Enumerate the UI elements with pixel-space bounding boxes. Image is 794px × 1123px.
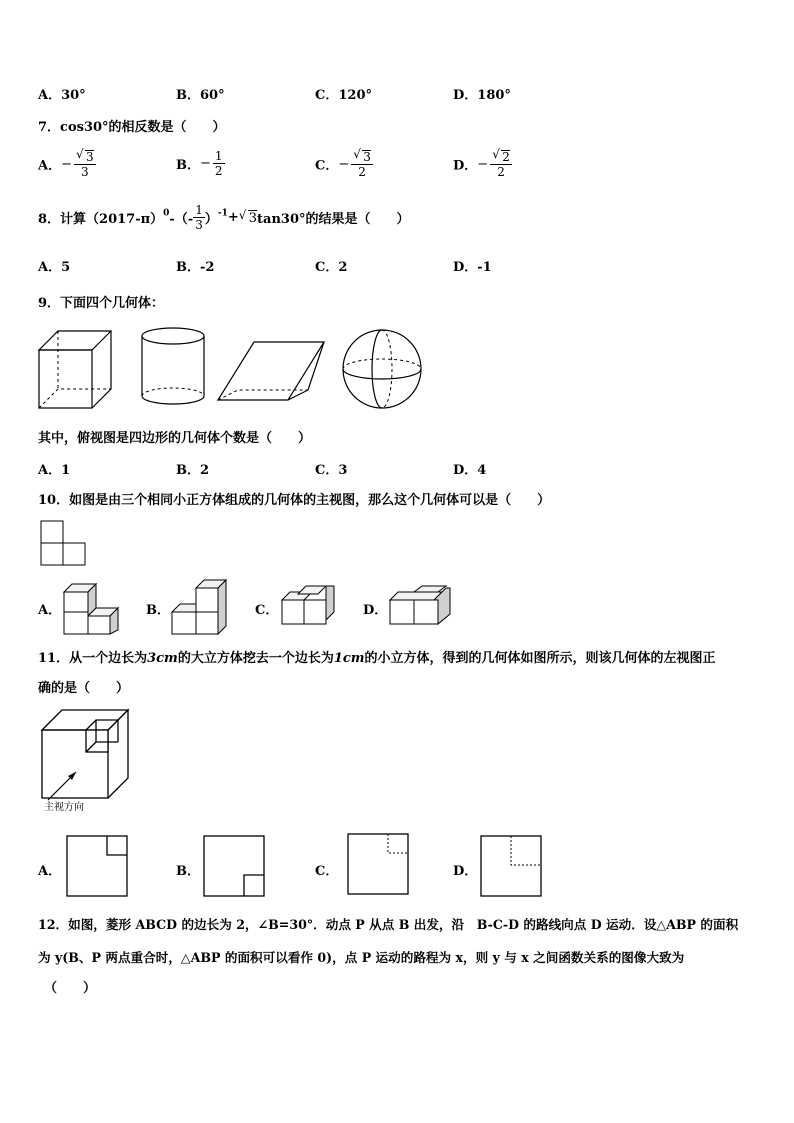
front-view-figure [40, 520, 88, 568]
q8-option-b[interactable]: B．-2 [176, 260, 215, 275]
q8-option-c[interactable]: C．2 [315, 260, 348, 275]
q8-plus: + [227, 210, 239, 225]
q11-stem [38, 647, 716, 666]
q9-stem: 9．下面四个几何体： [38, 296, 165, 311]
q8-prefix: 8．计算（2017-π） [38, 212, 164, 227]
minus-sign: − [200, 156, 211, 171]
q7-c-num: √ 3 [362, 150, 371, 163]
q11-option-c-figure[interactable] [347, 833, 411, 895]
q11-stem-part1: 11．从一个边长为 [38, 651, 148, 666]
q11-option-d-figure[interactable] [480, 835, 544, 897]
q11-small-len: 1cm [333, 651, 365, 666]
q11-big-len: 3cm [147, 651, 178, 666]
q8-exp1: -1 [217, 208, 228, 219]
fraction [351, 150, 373, 178]
q8-fraction [193, 204, 205, 231]
q7-option-b[interactable] [176, 150, 225, 177]
q7-b-num: 1 [214, 149, 223, 163]
q6-option-b[interactable]: B．60° [176, 88, 225, 103]
q7-d-num: √ 2 [501, 150, 510, 163]
q12-line3: （ ） [44, 981, 97, 996]
q6-option-c[interactable]: C．120° [315, 88, 372, 103]
q11-stem-line2: 确的是（ ） [38, 681, 130, 696]
q7-option-d-label: D． [453, 158, 478, 174]
q8-mid: -（- [169, 212, 194, 227]
q9-option-d[interactable]: D．4 [453, 463, 487, 478]
q10-option-b-label[interactable]: B． [146, 603, 170, 618]
q10-option-d-figure[interactable] [388, 584, 452, 628]
q7-d-den: 2 [497, 165, 505, 179]
q7-option-a-label: A． [38, 158, 62, 174]
sphere-icon [341, 328, 423, 410]
q8-frac-den: 3 [195, 218, 203, 232]
q7-option-a[interactable] [38, 150, 96, 178]
q7-option-c[interactable] [315, 150, 373, 178]
q12-line1: 12．如图，菱形 ABCD 的边长为 2，∠B=30°．动点 P 从点 B 出发，沿 B-C-D 的路线向点 D 运动．设△ABP 的面积 [38, 917, 739, 932]
q8-frac-num: 1 [195, 203, 203, 217]
q7-option-b-label: B． [176, 158, 200, 173]
q10-stem: 10．如图是由三个相同小正方体组成的几何体的主视图，那么这个几何体可以是（ ） [38, 493, 551, 508]
q9-question: 其中，俯视图是四边形的几何体个数是（ ） [38, 431, 312, 446]
q11-stem-part2: 的大立方体挖去一个边长为 [177, 651, 334, 666]
q7-b-den: 2 [214, 164, 223, 178]
q8-exp0: 0 [163, 208, 170, 219]
fraction [74, 150, 96, 178]
q10-option-a-figure[interactable] [62, 580, 120, 636]
fraction [490, 150, 512, 178]
q9-option-a[interactable]: A．1 [38, 463, 71, 478]
q10-option-c-figure[interactable] [280, 584, 336, 628]
q11-stem-part3: 的小立方体，得到的几何体如图所示，则该几何体的左视图正 [364, 651, 716, 666]
minus-sign: − [477, 156, 489, 172]
q7-stem: 7．cos30°的相反数是（ ） [38, 120, 226, 135]
q9-option-c[interactable]: C．3 [315, 463, 348, 478]
q8-stem [38, 204, 410, 231]
q10-option-d-label[interactable]: D． [363, 603, 388, 618]
cylinder-icon [140, 326, 206, 406]
q11-option-a-figure[interactable] [66, 835, 130, 897]
q8-option-a[interactable]: A．5 [38, 260, 71, 275]
q8-close: ） [204, 212, 218, 227]
cube-icon [38, 330, 114, 410]
q11-option-a-label[interactable]: A． [38, 864, 62, 879]
q7-c-den: 2 [358, 165, 366, 179]
q7-option-d[interactable] [453, 150, 512, 178]
prism-icon [216, 340, 326, 402]
q7-option-c-label: C． [315, 158, 339, 174]
q10-option-b-figure[interactable] [170, 578, 228, 636]
q11-option-d-label[interactable]: D． [453, 864, 478, 879]
q12-line2: 为 y(B、P 两点重合时，△ABP 的面积可以看作 0)，点 P 运动的路程为 x，则 y 与 x 之间函数关系的图像大致为 [38, 950, 685, 965]
minus-sign: − [61, 156, 72, 172]
q10-option-a-label[interactable]: A． [38, 603, 62, 618]
q9-option-b[interactable]: B．2 [176, 463, 210, 478]
q8-option-d[interactable]: D．-1 [453, 260, 492, 275]
q11-option-b-figure[interactable] [203, 835, 267, 897]
minus-sign: − [338, 156, 350, 172]
q6-option-d[interactable]: D．180° [453, 88, 511, 103]
fraction [213, 150, 225, 177]
q11-option-b-label[interactable]: B． [176, 864, 200, 879]
direction-label: 主视方向 [44, 802, 84, 813]
q8-suffix: tan30°的结果是（ ） [257, 212, 410, 227]
q10-option-c-label[interactable]: C． [255, 603, 279, 618]
q7-a-num: √ 3 [85, 150, 94, 163]
q8-sqrt: √ 3 [248, 210, 257, 226]
q7-a-den: 3 [81, 165, 89, 179]
q11-option-c-label[interactable]: C． [315, 864, 339, 879]
q6-option-a[interactable]: A．30° [38, 88, 86, 103]
